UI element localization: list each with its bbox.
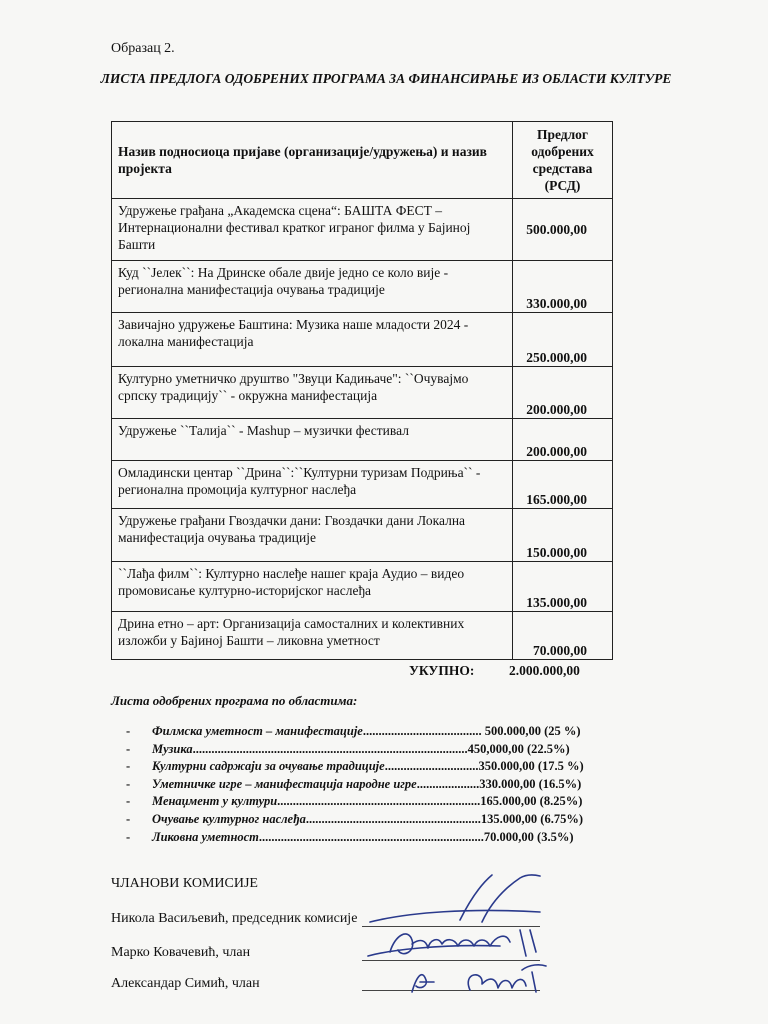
table-row (112, 313, 613, 367)
signature-stroke-5 (412, 965, 546, 992)
row-amount: 500.000,00 (513, 199, 613, 261)
commission-member: Никола Васиљевић, председник комисије (111, 911, 358, 926)
area-value: 330.000,00 (16.5%) (479, 776, 582, 791)
area-dots: ........................................................................................ (192, 741, 468, 756)
table-header-row (112, 122, 613, 199)
row-name: Дрина етно – арт: Организација самосталних и колективних изложби у Бајиној Башти – ликовна уметност (112, 612, 513, 660)
bullet-dash: - (126, 811, 131, 826)
row-amount: 70.000,00 (513, 612, 613, 660)
area-dots: .................... (416, 776, 480, 791)
area-value: 135.000,00 (6.75%) (480, 811, 583, 826)
programs-table (111, 121, 613, 660)
area-label: Уметничке игре – манифестација народне игре (152, 776, 417, 791)
list-item (126, 741, 606, 759)
list-item (126, 811, 606, 829)
row-name: ``Лађа филм``: Културно наслеђе нашег краја Аудио – видео промовисање културно-историјског наслеђа (112, 562, 513, 612)
total-label: УКУПНО: (409, 663, 475, 678)
area-label: Културни садржаји за очување традиције (152, 759, 385, 774)
list-item (126, 723, 606, 741)
area-value: 450,000,00 (22.5%) (467, 741, 570, 756)
table-row (112, 461, 613, 509)
row-amount: 135.000,00 (513, 562, 613, 612)
row-name: Удружење ``Талија`` - Mashup – музички фестивал (112, 419, 513, 461)
bullet-dash: - (126, 741, 131, 756)
area-dots: ........................................................................ (258, 829, 484, 844)
commission-member: Марко Ковачевић, члан (111, 945, 251, 960)
commission-heading: ЧЛАНОВИ КОМИСИЈЕ (111, 876, 258, 891)
bullet-dash: - (126, 829, 131, 844)
signature-stroke-1 (460, 875, 540, 922)
area-value: 350.000,00 (17.5 %) (478, 759, 584, 774)
areas-list (126, 723, 606, 846)
signature-stroke-4 (368, 946, 500, 956)
table-row (112, 509, 613, 562)
area-label: Ликовна уметност (152, 829, 259, 844)
row-amount: 200.000,00 (513, 367, 613, 419)
area-label: Менаџмент у култури (152, 794, 278, 809)
area-value: 70.000,00 (3.5%) (483, 829, 574, 844)
area-label: Очување културног наслеђа (152, 811, 306, 826)
signature-stroke-3 (390, 930, 536, 956)
row-amount: 165.000,00 (513, 461, 613, 509)
list-item (126, 758, 606, 776)
list-item (126, 776, 606, 794)
table-row (112, 367, 613, 419)
header-name: Назив подносиоца пријаве (организације/удружења) и назив пројекта (112, 122, 513, 199)
area-value: 500.000,00 (25 %) (484, 724, 581, 738)
document-title: ЛИСТА ПРЕДЛОГА ОДОБРЕНИХ ПРОГРАМА ЗА ФИНАНСИРАЊЕ ИЗ ОБЛАСТИ КУЛТУРЕ (100, 71, 672, 86)
area-dots: ........................................................ (305, 811, 481, 826)
table-row (112, 562, 613, 612)
row-name: Удружење грађани Гвоздачки дани: Гвоздачки дани Локална манифестација очувања традиције (112, 509, 513, 562)
row-name: Омладински центар ``Дрина``:``Културни туризам Подриња`` - регионална промоција културног наслеђа (112, 461, 513, 509)
list-item (126, 829, 606, 847)
list-item (126, 793, 606, 811)
table-row (112, 199, 613, 261)
form-label: Образац 2. (111, 41, 175, 56)
area-dots: ...................................... (362, 724, 482, 738)
area-dots: .............................. (384, 759, 479, 774)
row-amount: 330.000,00 (513, 261, 613, 313)
handwritten-signatures (350, 860, 560, 1000)
table-row (112, 612, 613, 660)
row-name: Куд ``Јелек``: На Дринске обале двије једно се коло вије - регионална манифестација очувања традиције (112, 261, 513, 313)
area-value: 165.000,00 (8.25%) (480, 794, 583, 809)
row-amount: 150.000,00 (513, 509, 613, 562)
row-amount: 200.000,00 (513, 419, 613, 461)
area-label: Музика (152, 741, 193, 756)
areas-heading: Листа одобрених програма по областима: (111, 693, 358, 708)
row-name: Културно уметничко друштво "Звуци Кадињаче": ``Очувајмо српску традицију`` - окружна манифестација (112, 367, 513, 419)
header-amount: Предлог одобрених средстава (РСД) (513, 122, 613, 199)
total-value: 2.000.000,00 (509, 663, 580, 678)
row-name: Завичајно удружење Баштина: Музика наше младости 2024 - локална манифестација (112, 313, 513, 367)
row-name: Удружење грађана „Академска сцена“: БАШТА ФЕСТ – Интернационални фестивал кратког играног филма у Бајиној Башти (112, 199, 513, 261)
bullet-dash: - (126, 794, 131, 809)
area-dots: ................................................................. (277, 794, 481, 809)
bullet-dash: - (126, 776, 131, 791)
area-label: Филмска уметност – манифестације (152, 724, 363, 738)
commission-member: Александар Симић, члан (111, 976, 260, 991)
bullet-dash: - (126, 724, 131, 738)
table-row (112, 419, 613, 461)
bullet-dash: - (126, 759, 131, 774)
table-row (112, 261, 613, 313)
row-amount: 250.000,00 (513, 313, 613, 367)
signature-stroke-2 (370, 910, 540, 922)
